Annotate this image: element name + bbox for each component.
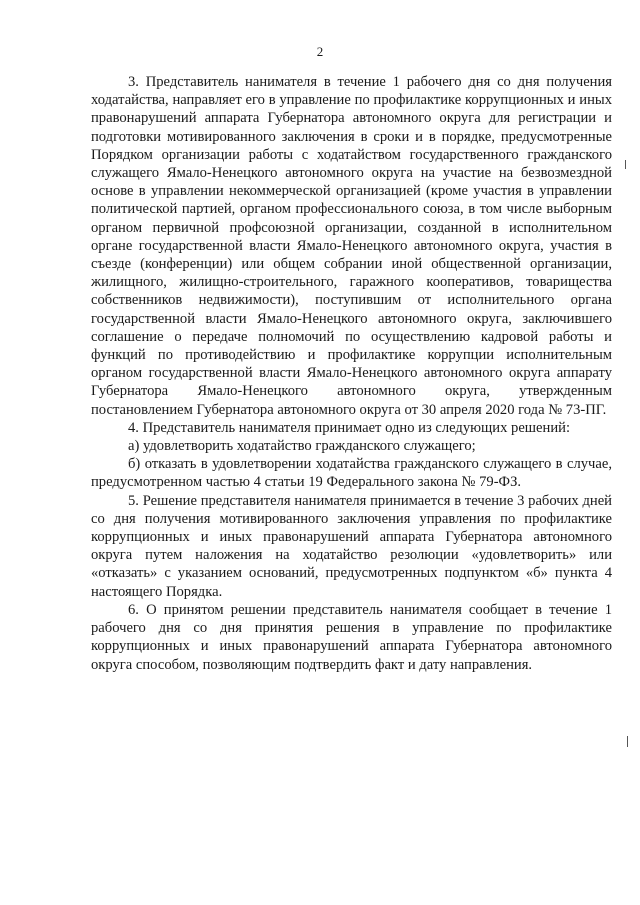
paragraph-6: 6. О принятом решении представитель нанимателя сообщает в течение 1 рабочего дня со дня принятия решения в управление по профилактике коррупционных и иных правонарушений аппарата Губернатора автономного округа способом, позволяющим подтвердить факт и дату направления. [91,601,612,673]
paragraph-4: 4. Представитель нанимателя принимает одно из следующих решений: [128,419,571,436]
page-number: 2 [316,44,324,59]
document-body [91,73,612,674]
paragraph-4b: б) отказать в удовлетворении ходатайства гражданского служащего в случае, предусмотренном частью 4 статьи 19 Федерального закона № 79-ФЗ. [91,456,612,491]
scan-mark-top [625,160,626,169]
scan-mark-bottom [627,736,628,747]
paragraph-4a: а) удовлетворить ходатайство гражданского служащего; [128,438,476,455]
paragraph-3: 3. Представитель нанимателя в течение 1 рабочего дня со дня получения ходатайства, направляет его в управление по профилактике коррупционных и иных правонарушений аппарата Губернатора автономного округа для регистрации и подготовки мотивированного заключения в сроки и в порядке, предусмотренные Порядком организации работы с ходатайством государственного гражданского служащего Ямало-Ненецкого автономного округа на участие на безвозмездной основе в управлении некоммерческой организацией (кроме участия в управлении политической партией, органом профессионального союза, в том числе выборным органом первичной профсоюзной организации, созданной в исполнительном органе государственной власти Ямало-Ненецкого автономного округа, участия в съезде (конференции) или общем собрании иной общественной организации, жилищного, жилищно-строительного, гаражного кооперативов, товарищества собственников недвижимости), поступившим от исполнительного органа государственной власти Ямало-Ненецкого автономного округа, заключившего соглашение о передаче полномочий по осуществлению кадровой работы и функций по противодействию и профилактике коррупции исполнительным органом государственной власти Ямало-Ненецкого автономного округа аппарату Губернатора Ямало-Ненецкого автономного округа, утвержденным постановлением Губернатора автономного округа от 30 апреля 2020 года № 73-ПГ. [91,74,612,418]
paragraph-5: 5. Решение представителя нанимателя принимается в течение 3 рабочих дней со дня получения мотивированного заключения управления по профилактике коррупционных и иных правонарушений аппарата Губернатора автономного округа путем наложения на ходатайство резолюции «удовлетворить» или «отказать» с указанием оснований, предусмотренных подпунктом «б» пункта 4 настоящего Порядка. [91,492,612,600]
